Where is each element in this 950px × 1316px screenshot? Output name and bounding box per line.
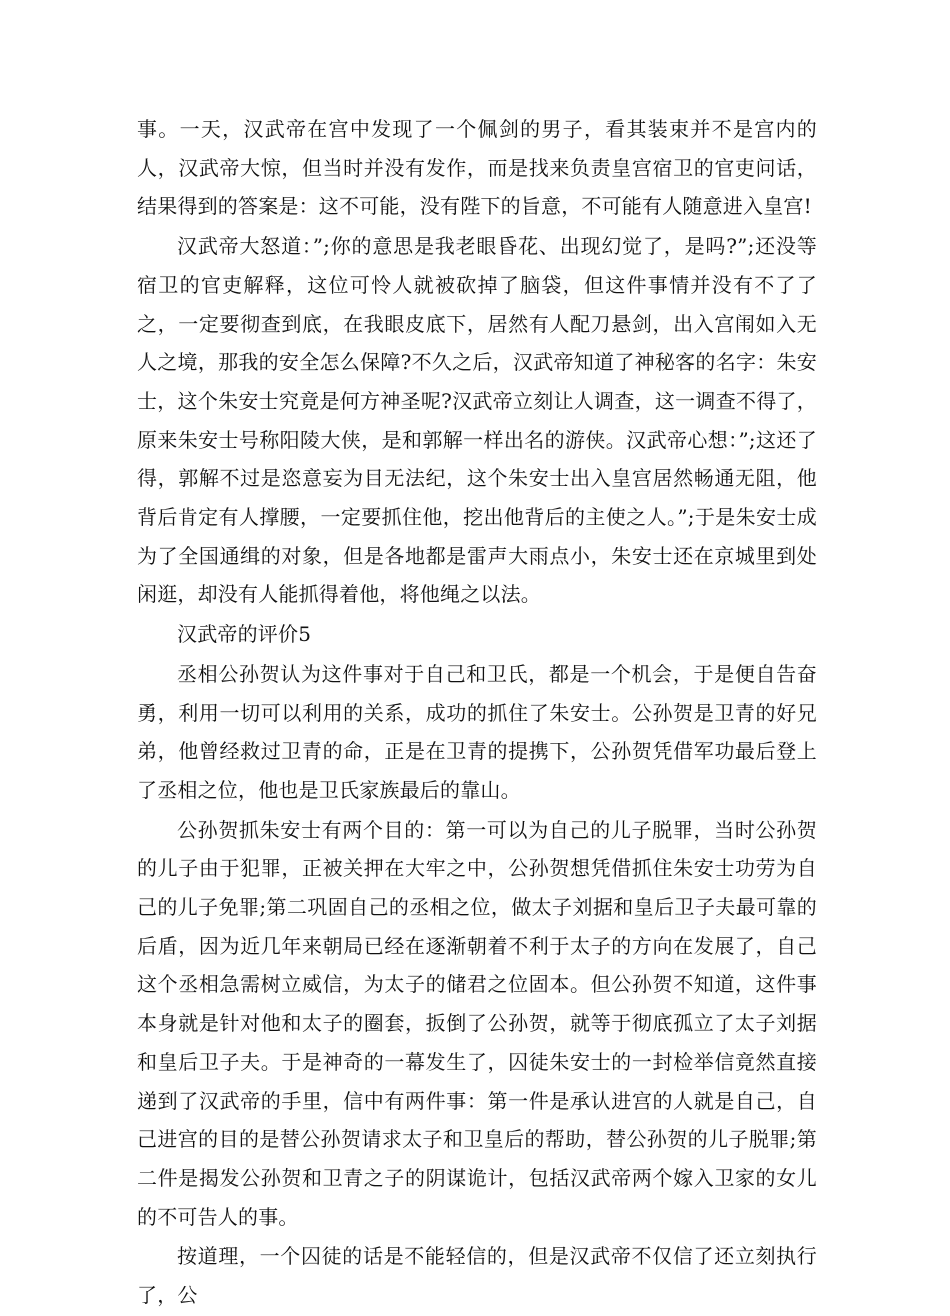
paragraph-4: 公孙贺抓朱安士有两个目的：第一可以为自己的儿子脱罪，当时公孙贺的儿子由于犯罪，正被关押在大牢之中，公孙贺想凭借抓住朱安士功劳为自己的儿子免罪;第二巩固自己的丞相之位，做太子刘据和皇后卫子夫最可靠的后盾，因为近几年来朝局已经在逐渐朝着不利于太子的方向在发展了，自己这个丞相急需树立威信，为太子的储君之位固本。但公孙贺不知道，这件事本身就是针对他和太子的圈套，扳倒了公孙贺，就等于彻底孤立了太子刘据和皇后卫子夫。于是神奇的一幕发生了，囚徒朱安士的一封检举信竟然直接递到了汉武帝的手里，信中有两件事：第一件是承认进宫的人就是自己，自己进宫的目的是替公孙贺请求太子和卫皇后的帮助，替公孙贺的儿子脱罪;第二件是揭发公孙贺和卫青之子的阴谋诡计，包括汉武帝两个嫁入卫家的女儿的不可告人的事。: [137, 817, 817, 1229]
paragraph-1: 事。一天，汉武帝在宫中发现了一个佩剑的男子，看其装束并不是宫内的人，汉武帝大惊，但当时并没有发作，而是找来负责皇宫宿卫的官吏问话，结果得到的答案是：这不可能，没有陛下的旨意，不可能有人随意进入皇宫!: [137, 117, 817, 219]
paragraph-3: 丞相公孙贺认为这件事对于自己和卫氏，都是一个机会，于是便自告奋勇，利用一切可以利用的关系，成功的抓住了朱安士。公孙贺是卫青的好兄弟，他曾经救过卫青的命，正是在卫青的提携下，公孙贺凭借军功最后登上了丞相之位，他也是卫氏家族最后的靠山。: [137, 661, 817, 802]
paragraph-5: 按道理，一个囚徒的话是不能轻信的，但是汉武帝不仅信了还立刻执行了，公: [137, 1244, 817, 1308]
document-body: [137, 110, 817, 1316]
paragraph-2: 汉武帝大怒道：”;你的意思是我老眼昏花、出现幻觉了，是吗?”;还没等宿卫的官吏解释，这位可怜人就被砍掉了脑袋，但这件事情并没有不了了之，一定要彻查到底，在我眼皮底下，居然有人配刀悬剑，出入宫闱如入无人之境，那我的安全怎么保障?不久之后，汉武帝知道了神秘客的名字：朱安士，这个朱安士究竟是何方神圣呢?汉武帝立刻让人调查，这一调查不得了，原来朱安士号称阳陵大侠，是和郭解一样出名的游侠。汉武帝心想：”;这还了得，郭解不过是恣意妄为目无法纪，这个朱安士出入皇宫居然畅通无阻，他背后肯定有人撑腰，一定要抓住他，挖出他背后的主使之人。”;于是朱安士成为了全国通缉的对象，但是各地都是雷声大雨点小，朱安士还在京城里到处闲逛，却没有人能抓得着他，将他绳之以法。: [137, 234, 817, 607]
section-heading: 汉武帝的评价5: [177, 622, 312, 647]
